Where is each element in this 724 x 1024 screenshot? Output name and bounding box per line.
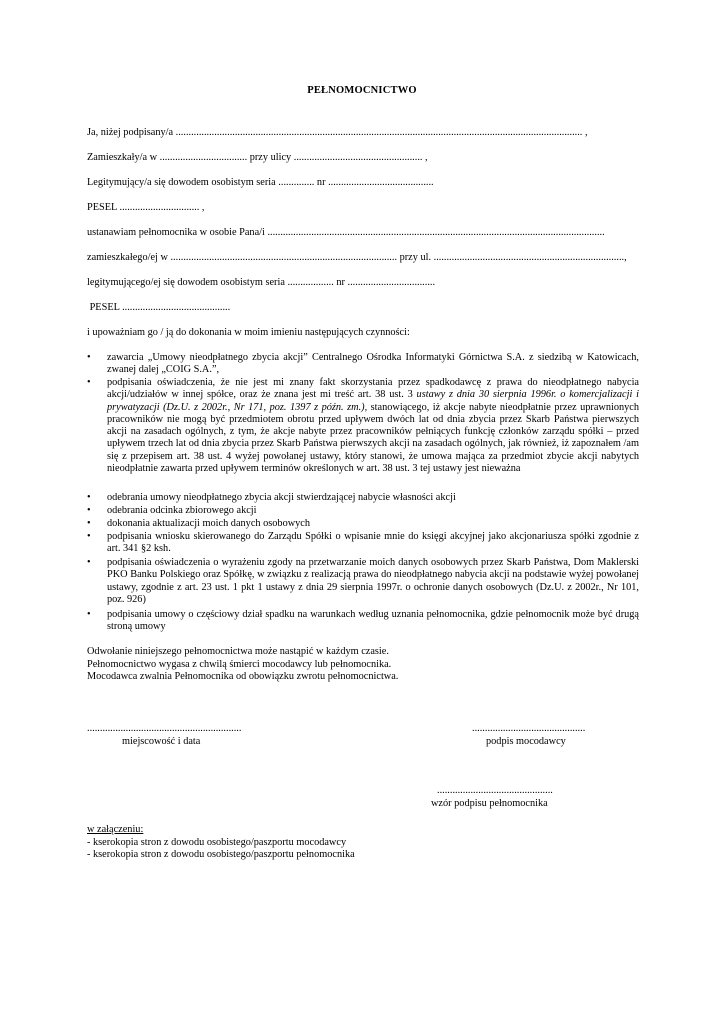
list-item-text: odebrania odcinka zbiorowego akcji [107,505,257,516]
field-principal-id: Legitymujący/a się dowodem osobistym seria .............. nr ......................................... [87,177,434,188]
place-date-label: miejscowość i data [122,736,201,747]
place-date-line: ............................................................ [87,723,242,734]
field-agent-pesel: PESEL .......................................... [87,302,231,313]
principal-signature-line: ............................................ [472,723,586,734]
bullet-icon: • [87,492,91,503]
list-item [87,352,639,377]
closing-line: Pełnomocnictwo wygasa z chwilą śmierci mocodawcy lub pełnomocnika. [87,659,392,670]
agent-signature-label: wzór podpisu pełnomocnika [431,798,548,809]
list-item [87,492,639,504]
list-item-text: podpisania oświadczenia o wyrażeniu zgody na przetwarzanie moich danych osobowych przez Skarb Państwa, Dom Maklerski PKO Banku Polskiego oraz Spółkę, w związku z realizacją prawa do nieodpłatnego nabycia akcji na podstawie wyżej powołanej ustawy, zgodnie z art. 23 ust. 1 pkt 1 ustawy z dnia 29 sierpnia 1997r. o ochronie danych osobowych (Dz.U. z 2002r., Nr 101, poz. 926) [107,557,639,605]
bullet-icon: • [87,505,91,516]
field-principal-name: Ja, niżej podpisany/a .............................................................................................................................................................. , [87,127,588,138]
closing-line: Mocodawca zwalnia Pełnomocnika od obowiązku zwrotu pełnomocnictwa. [87,671,399,682]
field-agent-name: ustanawiam pełnomocnika w osobie Pana/i ................................................................................................................................... [87,227,605,238]
list-item-text: podpisania wniosku skierowanego do Zarządu Spółki o wpisanie mnie do księgi akcyjnej jako akcjonariusza spółki zgodnie z art. 341 §2 ksh. [107,531,639,555]
list-item-text: dokonania aktualizacji moich danych osobowych [107,518,311,529]
list-item [87,557,639,606]
list-item [87,377,639,475]
document-title: PEŁNOMOCNICTWO [307,85,417,96]
agent-signature-line: ............................................. [437,785,553,796]
list-item-text: zawarcia „Umowy nieodpłatnego zbycia akcji” Centralnego Ośrodka Informatyki Górnictwa S.A. z siedzibą w Katowicach, zwanej dalej „COIG S.A.”, [107,352,639,376]
attachments-heading: w załączeniu: [87,824,144,835]
field-agent-id: legitymującego/ej się dowodem osobistym seria .................. nr .................................. [87,277,436,288]
list-item-text: podpisania umowy o częściowy dział spadku na warunkach według uznania pełnomocnika, gdzie pełnomocnik może być drugą stroną umowy [107,609,639,633]
field-agent-address: zamieszkałego/ej w ........................................................................................ przy ul. .........................................................................., [87,252,627,263]
principal-signature-label: podpis mocodawcy [486,736,566,747]
attachment-item: - kserokopia stron z dowodu osobistego/paszportu mocodawcy [87,837,347,848]
field-principal-address: Zamieszkały/a w .................................. przy ulicy .................................................. , [87,152,428,163]
bullet-icon: • [87,557,91,568]
list-item [87,505,639,517]
intro-text: i upoważniam go / ją do dokonania w moim imieniu następujących czynności: [87,327,410,338]
bullet-icon: • [87,352,91,363]
attachment-item: - kserokopia stron z dowodu osobistego/paszportu pełnomocnika [87,849,355,860]
list-item [87,609,639,634]
list-item [87,518,639,530]
bullet-icon: • [87,531,91,542]
list-item-text: podpisania oświadczenia, że nie jest mi znany fakt skorzystania przez spadkodawcę z prawa do nieodpłatnego nabycia akcji/udziałów w innej spółce, oraz że znana jest mi treść art. 38 ust. 3 ustawy z dnia 30 sierpnia 1996r. o komercjalizacji i prywatyzacji (Dz.U. z 2002r., Nr 171, poz. 1397 z późn. zm.), stanowiącego, iż akcje nabyte nieodpłatnie przez uprawnionych pracowników nie mogą być przedmiotem obrotu przed upływem dwóch lat od dnia zbycia przez Skarb Państwa pierwszych akcji na zasadach ogólnych, z tym, że akcje nabyte przez pracowników pełniących funkcję członków zarządu spółki – przed upływem trzech lat od dnia zbycia przez Skarb Państwa pierwszych akcji na zasadach ogólnych, jak również, iż zapoznałem /am się z przepisem art. 38 ust. 4 wyżej powołanej ustawy, który stanowi, że umowa mająca za przedmiot zbycie akcji nabytych nieodpłatnie zawarta przed upływem terminów określonych w art. 38 ust. 3 tej ustawy jest nieważna [107,377,640,475]
list-item-text: odebrania umowy nieodpłatnego zbycia akcji stwierdzającej nabycie własności akcji [107,492,456,503]
field-principal-pesel: PESEL ............................... , [87,202,205,213]
bullet-icon: • [87,609,91,620]
closing-line: Odwołanie niniejszego pełnomocnictwa może nastąpić w każdym czasie. [87,646,389,657]
list-item [87,531,639,556]
bullet-icon: • [87,518,91,529]
bullet-icon: • [87,377,91,388]
